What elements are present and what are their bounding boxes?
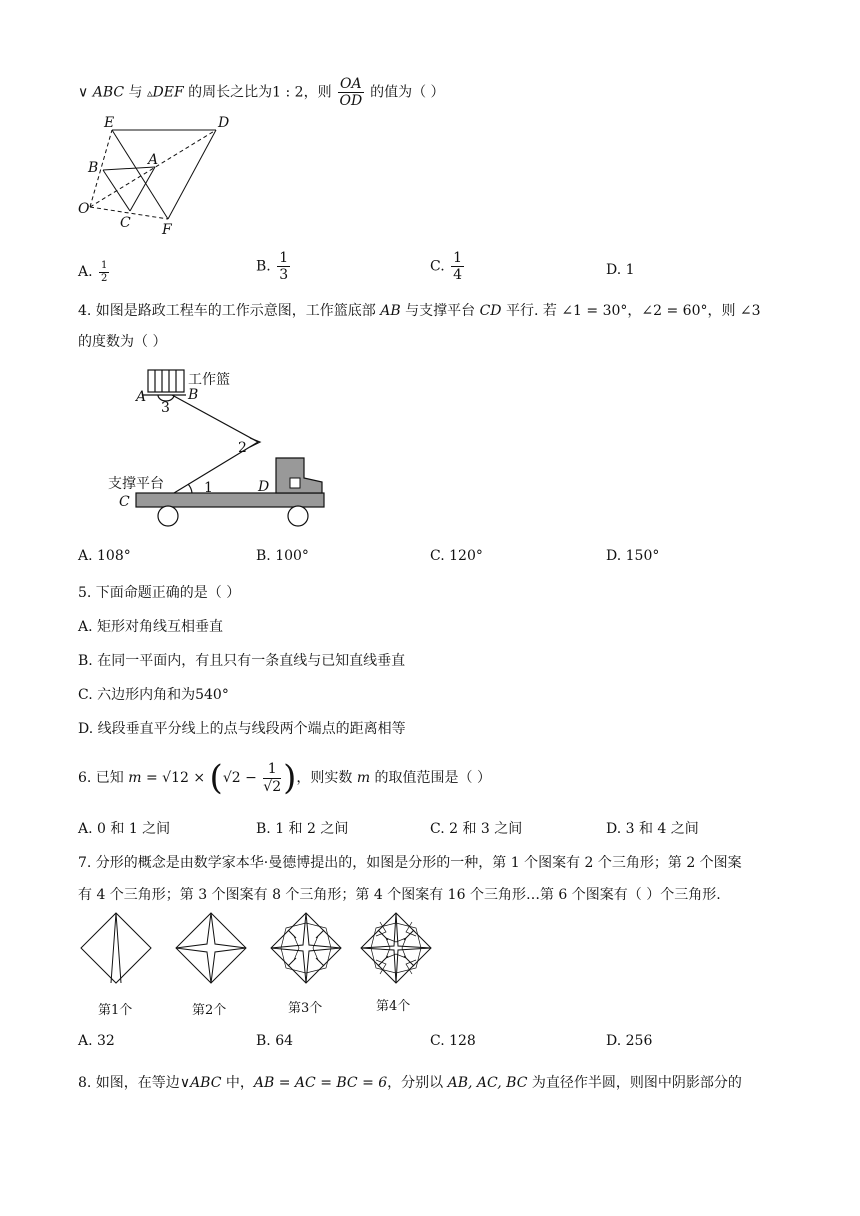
label-B: B <box>88 160 99 176</box>
label-basket: 工作篮 <box>188 372 230 388</box>
q4-option-d: D. 150° <box>606 548 660 564</box>
label-C: C <box>120 215 131 231</box>
q7-option-d: D. 256 <box>606 1033 653 1049</box>
label-platform: 支撑平台 <box>108 476 164 492</box>
label-A: A <box>136 389 147 405</box>
caption-2: 第2个 <box>192 1003 227 1018</box>
label-E: E <box>104 115 115 131</box>
q5-option-d: D. 线段垂直平分线上的点与线段两个端点的距离相等 <box>78 721 406 737</box>
label-n2: 2 <box>238 440 247 456</box>
oa-od-fraction: $\frac{OA}{OD}$ <box>339 76 363 110</box>
pattern-2 <box>176 913 246 983</box>
q4-option-c: C. 120° <box>430 548 483 564</box>
cab-window <box>290 478 300 488</box>
q5-stem: 5. 下面命题正确的是（ ） <box>78 585 241 601</box>
label-D: D <box>218 115 230 131</box>
q4-stem-line1: 4. 如图是路政工程车的工作示意图，工作篮底部 AB 与支撑平台 CD 平行. 若 ∠1 = 30°，∠2 = 60°，则 ∠3 <box>78 303 761 319</box>
triangle-symbol: ∨ <box>78 84 89 101</box>
angle-2-arc <box>250 438 260 447</box>
q7-option-b: B. 64 <box>256 1033 294 1049</box>
caption-3: 第3个 <box>288 1001 323 1016</box>
edge-DF <box>168 130 216 219</box>
q8-stem: 8. 如图，在等边∨ABC 中，AB = AC = BC = 6，分别以 AB, AC, BC 为直径作半圆，则图中阴影部分的 <box>78 1075 742 1091</box>
q3-option-d: D. 1 <box>606 262 635 278</box>
q7-stem-line1: 7. 分形的概念是由数学家本华·曼德博提出的，如图是分形的一种，第 1 个图案有 2 个三角形；第 2 个图案 <box>78 855 742 871</box>
label-C: C <box>119 494 130 510</box>
q5-option-a: A. 矩形对角线互相垂直 <box>78 619 224 635</box>
q4-truck-figure <box>100 362 340 532</box>
q5-option-b: B. 在同一平面内，有且只有一条直线与已知直线垂直 <box>78 653 406 669</box>
q7-option-a: A. 32 <box>78 1033 115 1049</box>
label-n1: 1 <box>204 480 213 496</box>
q4-stem-line2: 的度数为（ ） <box>78 334 167 350</box>
q7-option-c: C. 128 <box>430 1033 476 1049</box>
q3-option-c: C. $\frac{1}{4}$ <box>430 250 463 284</box>
q5-option-c: C. 六边形内角和为540° <box>78 687 229 703</box>
pattern-1 <box>81 913 151 983</box>
label-D: D <box>258 479 270 495</box>
q4-option-b: B. 100° <box>256 548 309 564</box>
caption-4: 第4个 <box>376 999 411 1014</box>
label-A: A <box>148 152 159 168</box>
q7-fractal-figure <box>76 908 436 1023</box>
label-O: O <box>78 201 90 217</box>
label-F: F <box>162 222 172 237</box>
pattern-3 <box>271 913 341 983</box>
caption-1: 第1个 <box>98 1003 133 1018</box>
q6-stem: 6. 已知 m = √12 × (√2 − $\frac{1}{√2}$ )，则实数 m 的取值范围是（ ） <box>78 758 492 798</box>
label-n3: 3 <box>161 400 170 416</box>
q3-figure <box>76 112 236 237</box>
rear-wheel <box>288 506 308 526</box>
q6-option-d: D. 3 和 4 之间 <box>606 821 699 837</box>
q4-option-a: A. 108° <box>78 548 131 564</box>
support-platform <box>136 493 324 507</box>
pattern-4 <box>361 913 431 983</box>
label-B: B <box>188 387 199 403</box>
q3-stem: ∨ ABC 与 ▵DEF 的周长之比为1 : 2，则 $\frac{OA}{OD}$ 的值为（ ） <box>78 76 445 110</box>
q6-option-c: C. 2 和 3 之间 <box>430 821 523 837</box>
q3-option-b: B. $\frac{1}{3}$ <box>256 250 289 284</box>
front-wheel <box>158 506 178 526</box>
edge-EF <box>112 130 168 219</box>
q3-option-a: A. $\frac{1}{2}$ <box>78 260 108 284</box>
q7-stem-line2: 有 4 个三角形；第 3 个图案有 8 个三角形；第 4 个图案有 16 个三角形…第 6 个图案有（ ）个三角形. <box>78 887 721 903</box>
angle-1-arc <box>188 484 192 493</box>
q6-option-b: B. 1 和 2 之间 <box>256 821 349 837</box>
q6-option-a: A. 0 和 1 之间 <box>78 821 171 837</box>
edge-AC <box>130 167 155 211</box>
work-basket <box>148 370 184 392</box>
one-over-root2-fraction: $\frac{1}{√2}$ <box>263 761 282 795</box>
boom-upper <box>172 395 258 442</box>
